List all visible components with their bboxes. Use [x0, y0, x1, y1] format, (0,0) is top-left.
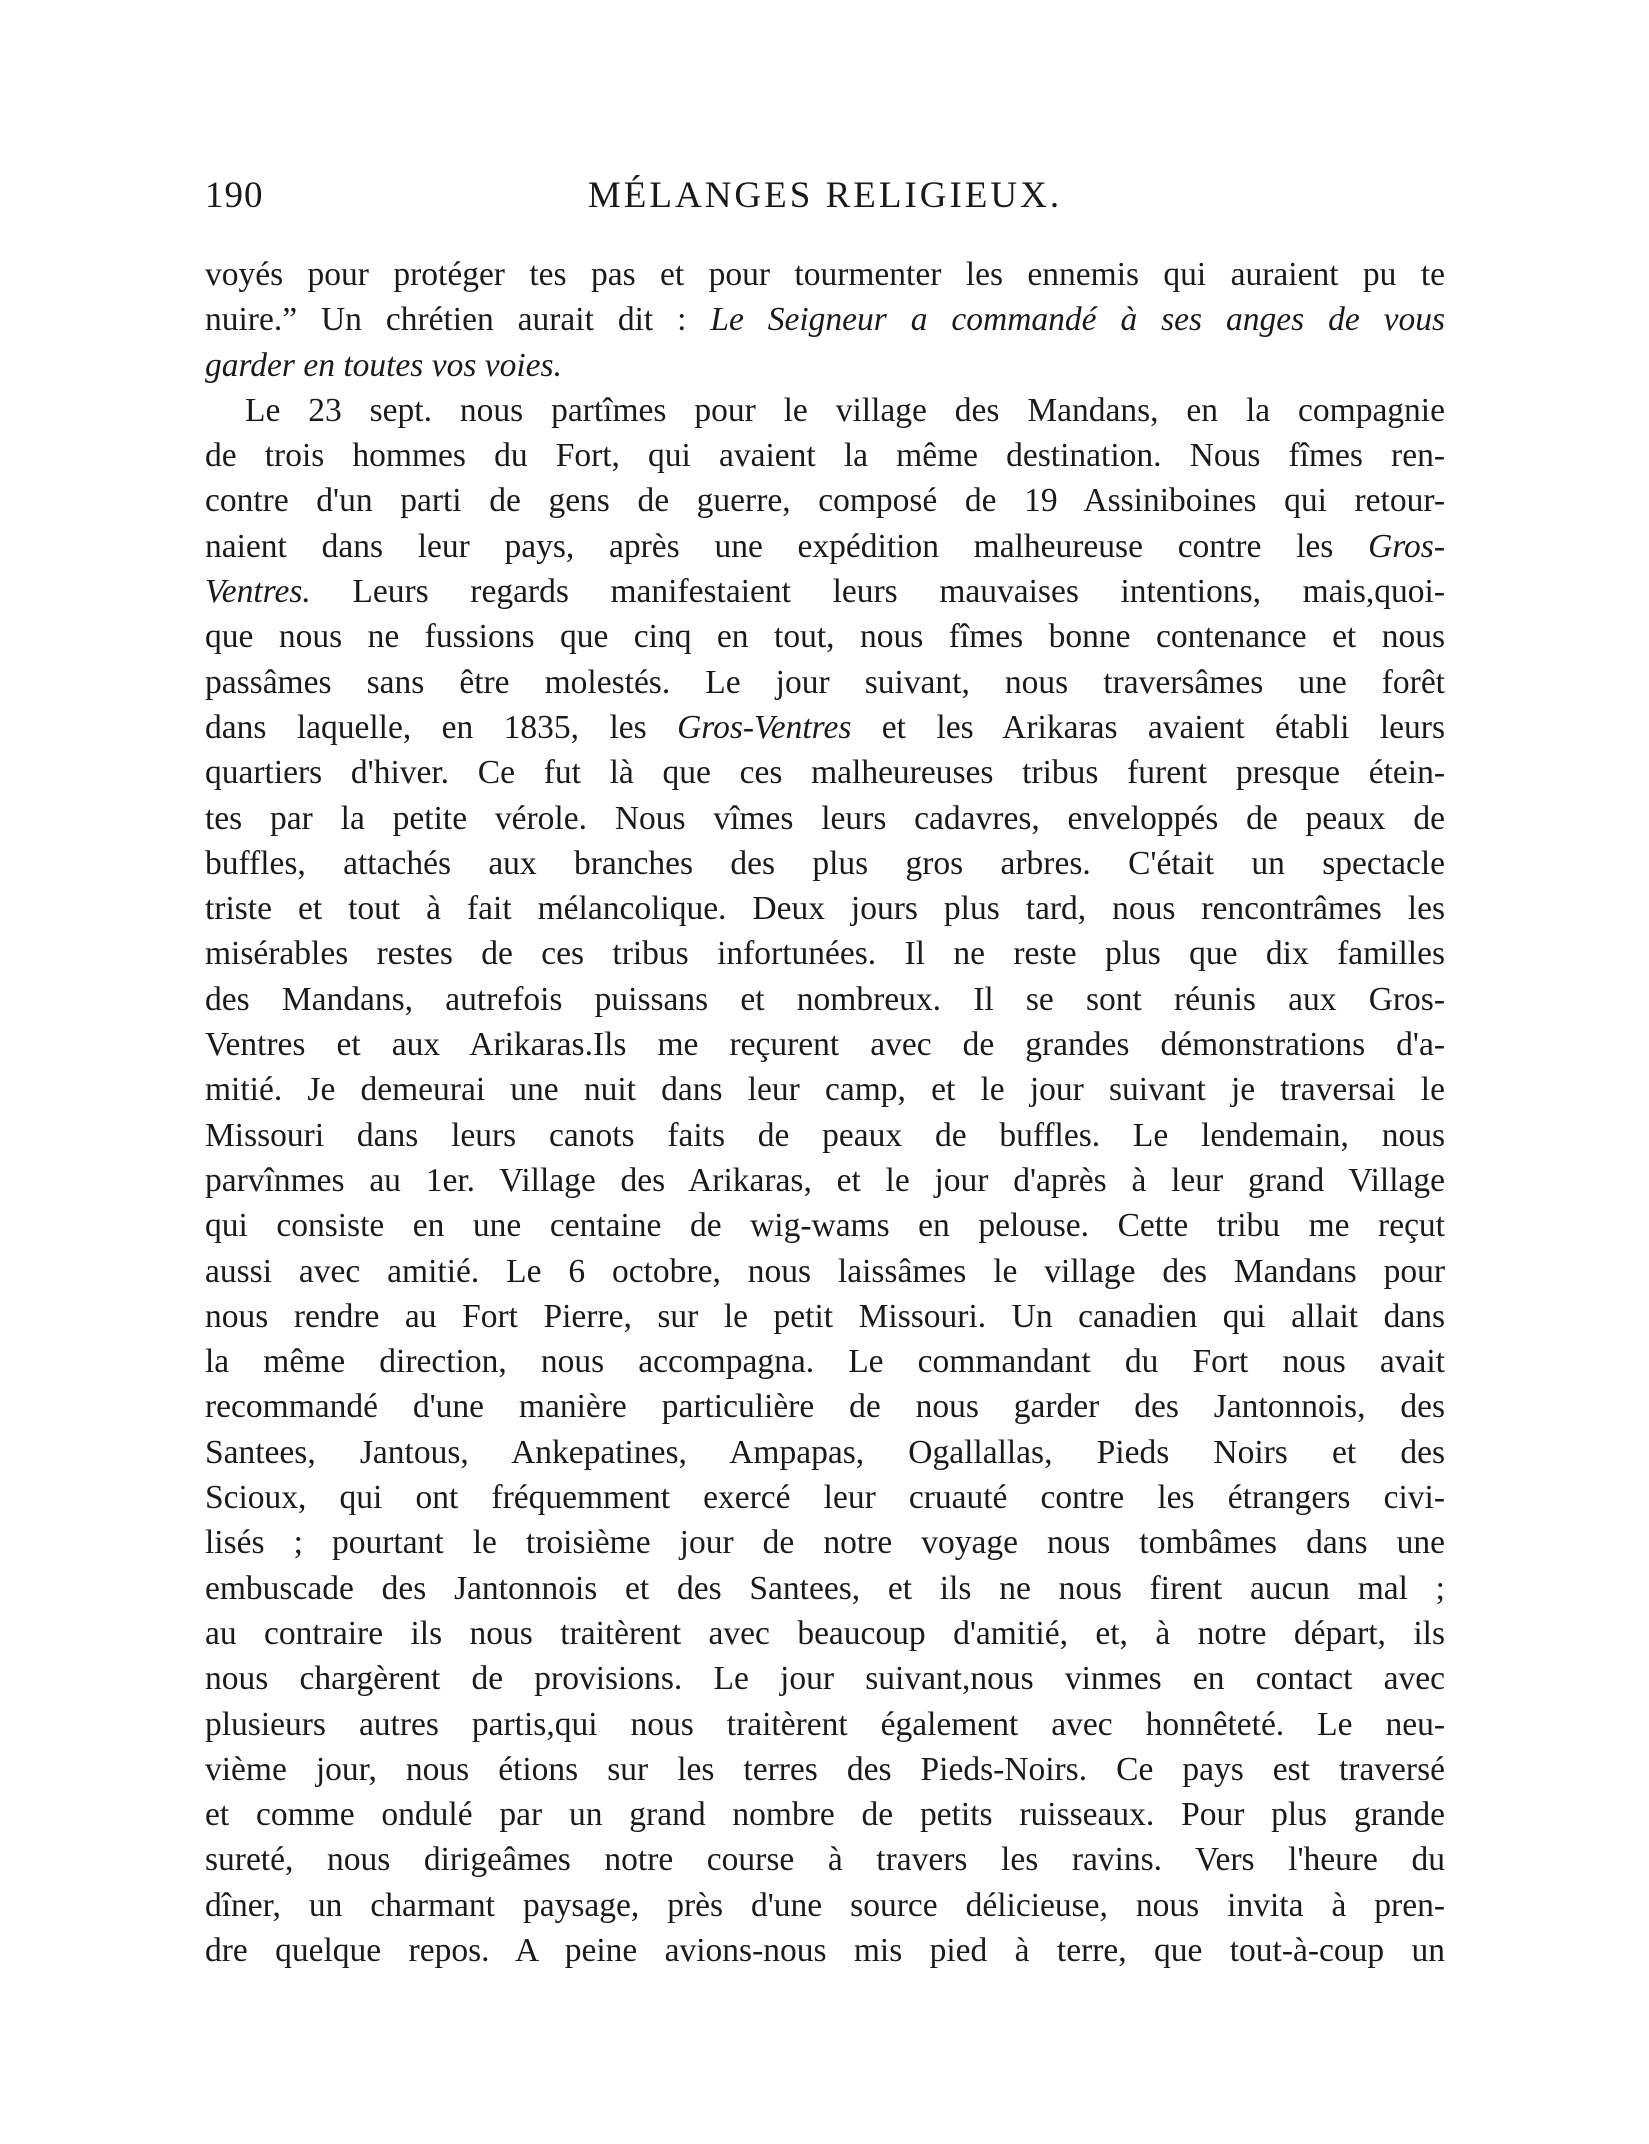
text-segment: naient dans leur pays, après une expédition malheureuse contre les: [205, 527, 1369, 565]
text-segment: dre quelque repos. A peine avions-nous mis pied à terre, que tout-à-coup un: [205, 1931, 1445, 1969]
text-line: [205, 1747, 1445, 1792]
text-segment: Missouri dans leurs canots faits de peaux de buffles. Le lendemain, nous: [205, 1116, 1445, 1154]
text-segment: que nous ne fussions que cinq en tout, nous fîmes bonne contenance et nous: [205, 618, 1445, 656]
text-segment: de trois hommes du Fort, qui avaient la même destination. Nous fîmes ren-: [205, 437, 1445, 475]
text-line: [205, 343, 1445, 388]
text-line: [205, 1339, 1445, 1384]
text-segment: au contraire ils nous traitèrent avec beaucoup d'amitié, et, à notre départ, ils: [205, 1614, 1445, 1652]
text-segment: Ventres et aux Arikaras.Ils me reçurent avec de grandes démonstrations d'a-: [205, 1026, 1445, 1064]
text-line: [205, 1611, 1445, 1656]
text-line: [205, 433, 1445, 478]
text-line: [205, 1249, 1445, 1294]
text-line: [205, 931, 1445, 976]
text-line: [205, 388, 1445, 433]
text-line: [205, 841, 1445, 886]
text-line: [205, 1022, 1445, 1067]
text-line: [205, 524, 1445, 569]
text-line: [205, 1203, 1445, 1248]
text-segment: vième jour, nous étions sur les terres des Pieds-Noirs. Ce pays est traversé: [205, 1750, 1445, 1788]
text-line: [205, 1475, 1445, 1520]
page: [205, 170, 1445, 1973]
italic-text: Le Seigneur a commandé à ses anges de vous: [710, 301, 1445, 339]
text-line: [205, 252, 1445, 297]
italic-text: Ventres.: [205, 573, 311, 611]
text-line: [205, 1883, 1445, 1928]
text-line: [205, 1384, 1445, 1429]
italic-text: Gros-: [1368, 527, 1445, 565]
text-segment: plusieurs autres partis,qui nous traitèrent également avec honnêteté. Le neu-: [205, 1705, 1445, 1743]
text-segment: recommandé d'une manière particulière de nous garder des Jantonnois, des: [205, 1388, 1445, 1426]
text-line: [205, 569, 1445, 614]
text-segment: Scioux, qui ont fréquemment exercé leur cruauté contre les étrangers civi-: [205, 1479, 1445, 1517]
running-head: [205, 170, 1445, 230]
text-line: [205, 886, 1445, 931]
text-segment: passâmes sans être molestés. Le jour suivant, nous traversâmes une forêt: [205, 663, 1445, 701]
text-line: [205, 478, 1445, 523]
text-line: [205, 1430, 1445, 1475]
running-title: MÉLANGES RELIGIEUX.: [587, 175, 1063, 216]
text-segment: nous chargèrent de provisions. Le jour suivant,nous vinmes en contact avec: [205, 1660, 1445, 1698]
text-segment: Santees, Jantous, Ankepatines, Ampapas, Ogallallas, Pieds Noirs et des: [205, 1433, 1445, 1471]
text-segment: la même direction, nous accompagna. Le commandant du Fort nous avait: [205, 1343, 1445, 1381]
text-line: [205, 705, 1445, 750]
text-line: [205, 1067, 1445, 1112]
text-line: [205, 614, 1445, 659]
text-segment: sureté, nous dirigeâmes notre course à travers les ravins. Vers l'heure du: [205, 1841, 1445, 1879]
text-segment: voyés pour protéger tes pas et pour tourmenter les ennemis qui auraient pu te: [205, 256, 1445, 293]
text-line: [205, 1566, 1445, 1611]
text-line: [205, 660, 1445, 705]
italic-text: garder en toutes vos voies.: [205, 346, 562, 384]
text-line: [205, 1837, 1445, 1882]
text-segment: des Mandans, autrefois puissans et nombreux. Il se sont réunis aux Gros-: [205, 980, 1445, 1018]
text-line: [205, 1702, 1445, 1747]
text-segment: dîner, un charmant paysage, près d'une source délicieuse, nous invita à pren-: [205, 1886, 1445, 1924]
text-line: [205, 1656, 1445, 1701]
text-segment: embuscade des Jantonnois et des Santees, et ils ne nous firent aucun mal ;: [205, 1569, 1445, 1607]
text-segment: nous rendre au Fort Pierre, sur le petit Missouri. Un canadien qui allait dans: [205, 1297, 1445, 1335]
text-line: [205, 1520, 1445, 1565]
body-text: [205, 252, 1445, 1973]
text-segment: buffles, attachés aux branches des plus gros arbres. C'était un spectacle: [205, 844, 1445, 882]
text-line: [205, 1294, 1445, 1339]
text-line: [205, 1792, 1445, 1837]
text-segment: mitié. Je demeurai une nuit dans leur camp, et le jour suivant je traversai le: [205, 1071, 1445, 1109]
text-line: [205, 796, 1445, 841]
italic-text: Gros-Ventres: [677, 708, 852, 746]
text-segment: lisés ; pourtant le troisième jour de notre voyage nous tombâmes dans une: [205, 1524, 1445, 1562]
text-segment: Leurs regards manifestaient leurs mauvaises intentions, mais,quoi-: [310, 573, 1445, 611]
text-segment: triste et tout à fait mélancolique. Deux jours plus tard, nous rencontrâmes les: [205, 890, 1445, 928]
text-segment: Le 23 sept. nous partîmes pour le village des Mandans, en la compagnie: [245, 391, 1445, 429]
text-line: [205, 1158, 1445, 1203]
text-segment: dans laquelle, en 1835, les: [205, 708, 678, 746]
text-line: [205, 1928, 1445, 1973]
text-segment: misérables restes de ces tribus infortunées. Il ne reste plus que dix familles: [205, 935, 1445, 973]
text-segment: aussi avec amitié. Le 6 octobre, nous laissâmes le village des Mandans pour: [205, 1252, 1445, 1290]
page-number: 190: [205, 175, 264, 216]
text-segment: parvînmes au 1er. Village des Arikaras, et le jour d'après à leur grand Village: [205, 1161, 1445, 1199]
text-segment: nuire.” Un chrétien aurait dit :: [205, 301, 711, 339]
text-line: [205, 297, 1445, 342]
text-segment: tes par la petite vérole. Nous vîmes leurs cadavres, enveloppés de peaux de: [205, 799, 1445, 837]
text-segment: qui consiste en une centaine de wig-wams en pelouse. Cette tribu me reçut: [205, 1207, 1445, 1245]
text-line: [205, 977, 1445, 1022]
text-segment: contre d'un parti de gens de guerre, composé de 19 Assiniboines qui retour-: [205, 482, 1445, 520]
text-segment: et comme ondulé par un grand nombre de petits ruisseaux. Pour plus grande: [205, 1796, 1445, 1834]
text-line: [205, 750, 1445, 795]
text-segment: et les Arikaras avaient établi leurs: [851, 708, 1445, 746]
text-segment: quartiers d'hiver. Ce fut là que ces malheureuses tribus furent presque étein-: [205, 754, 1445, 792]
text-line: [205, 1113, 1445, 1158]
